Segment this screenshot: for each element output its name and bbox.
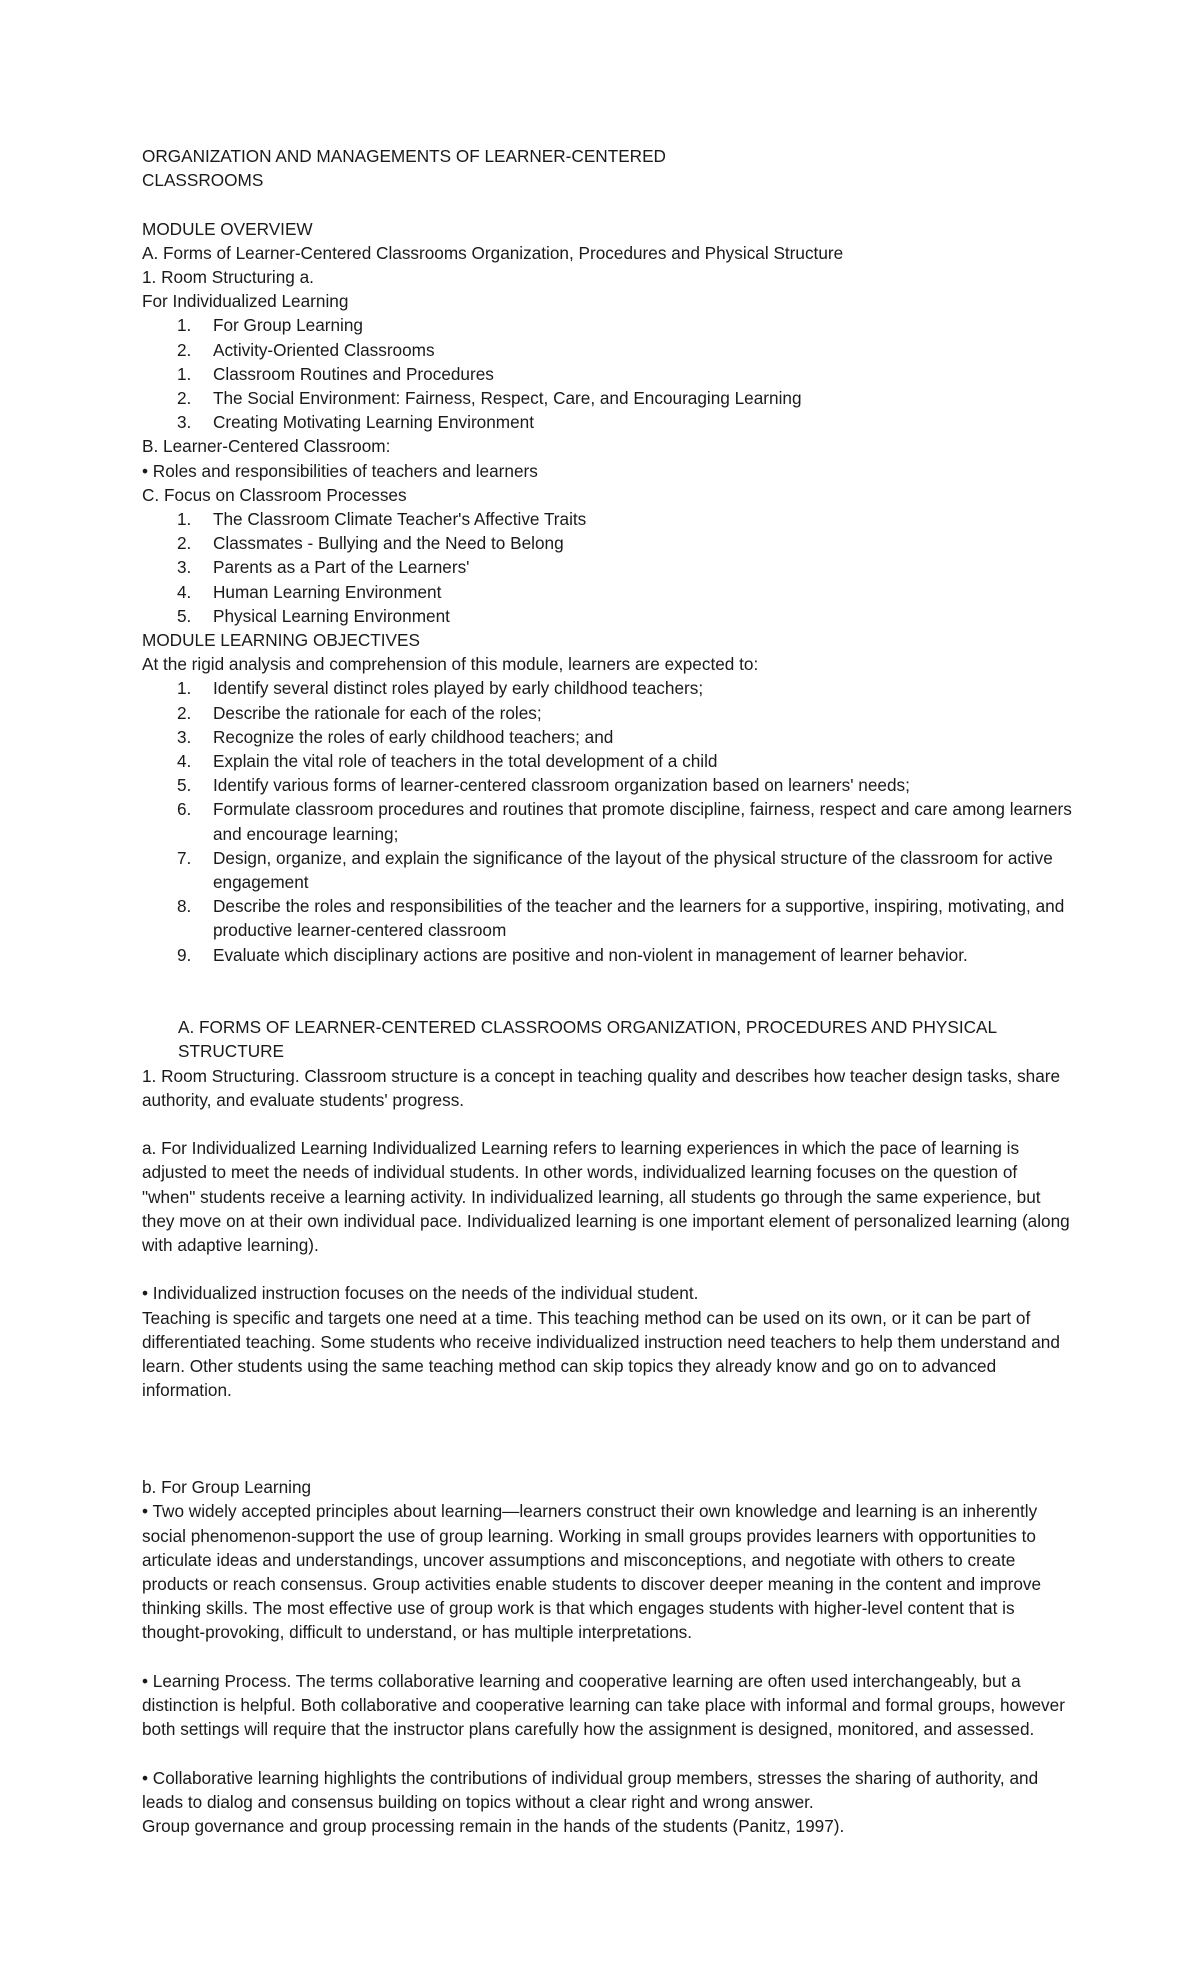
- group-learning-paragraph: • Two widely accepted principles about learning—learners construct their own knowledge and learning is an inherently social phenomenon-support the use of group learning. Working in small groups provides learners with opportunities to articulate ideas and understandings, uncover assumptions and misconceptions, and negotiate with others to create products or reach consensus. Group activities enable students to discover deeper meaning in the content and improve thinking skills. The most effective use of group work is that which engages students with higher-level content that is thought-provoking, difficult to understand, or has multiple interpretations.: [142, 1501, 1042, 1643]
- overview-individualized: For Individualized Learning: [142, 291, 349, 312]
- document-title-line-2: CLASSROOMS: [142, 170, 264, 191]
- objective-item: 7. Design, organize, and explain the significance of the layout of the physical structure of the classroom for active engagement: [177, 847, 1053, 893]
- individualized-learning-paragraph: a. For Individualized Learning Individualized Learning refers to learning experiences in which the pace of learning is adjusted to meet the needs of individual students. In other words, individualized learning focuses on the question of "when" students receive a learning activity. In individualized learning, all students go through the same experience, but they move on at their own individual pace. Individualized learning is one important element of personalized learning (along with adaptive learning).: [142, 1138, 1070, 1256]
- overview-heading: MODULE OVERVIEW: [142, 218, 313, 239]
- overview-section-b-bullet: • Roles and responsibilities of teachers and learners: [142, 460, 538, 481]
- list-item: 3. Creating Motivating Learning Environment: [177, 412, 535, 433]
- objective-item: 2. Describe the rationale for each of the roles;: [177, 702, 542, 723]
- list-item: 2. Classmates - Bullying and the Need to Belong: [177, 533, 564, 554]
- objective-item: 8. Describe the roles and responsibilities of the teacher and the learners for a supportive, inspiring, motivating, and productive learner-centered classroom: [177, 896, 1065, 941]
- overview-list-a: [142, 313, 1072, 434]
- spacer: [142, 192, 1072, 216]
- list-item: 5. Physical Learning Environment: [177, 605, 450, 626]
- overview-list-c: [142, 507, 1072, 628]
- group-governance-paragraph: Group governance and group processing remain in the hands of the students (Panitz, 1997).: [142, 1815, 845, 1836]
- overview-room-structuring: 1. Room Structuring a.: [142, 267, 314, 287]
- teaching-paragraph: Teaching is specific and targets one need at a time. This teaching method can be used on its own, or it can be part of differentiated teaching. Some students who receive individualized instruction need teachers to help them understand and learn. Other students using the same teaching method can skip topics they already know and go on to advanced information.: [142, 1307, 1060, 1401]
- overview-section-a: A. Forms of Learner-Centered Classrooms Organization, Procedures and Physical Structure: [142, 242, 844, 263]
- spacer: [142, 1257, 1072, 1281]
- list-item: 2. Activity-Oriented Classrooms: [177, 339, 435, 360]
- objective-item: 9. Evaluate which disciplinary actions are positive and non-violent in management of learner behavior.: [177, 944, 968, 965]
- document-page: [142, 144, 1072, 1838]
- learning-process-paragraph: • Learning Process. The terms collaborative learning and cooperative learning are often used interchangeably, but a distinction is helpful. Both collaborative and cooperative learning can take place with informal and formal groups, however both settings will require that the instructor plans carefully how the assignment is designed, monitored, and assessed.: [142, 1670, 1065, 1740]
- overview-section-c: C. Focus on Classroom Processes: [142, 484, 407, 505]
- list-item: 1. The Classroom Climate Teacher's Affective Traits: [177, 509, 587, 530]
- list-item: 3. Parents as a Part of the Learners': [177, 557, 470, 578]
- objective-item: 1. Identify several distinct roles played by early childhood teachers;: [177, 678, 704, 699]
- spacer: [142, 1645, 1072, 1669]
- spacer: [142, 1741, 1072, 1765]
- objective-item: 6. Formulate classroom procedures and routines that promote discipline, fairness, respect and care among learners and encourage learning;: [177, 799, 1072, 844]
- list-item: 4. Human Learning Environment: [177, 581, 442, 602]
- collaborative-learning-paragraph: • Collaborative learning highlights the contributions of individual group members, stresses the sharing of authority, and leads to dialog and consensus building on topics without a clear right and wrong answer.: [142, 1767, 1039, 1812]
- list-item: 1. Classroom Routines and Procedures: [177, 363, 494, 384]
- objective-item: 3. Recognize the roles of early childhood teachers; and: [177, 726, 614, 747]
- spacer: [142, 1403, 1072, 1476]
- section-a-heading: A. FORMS OF LEARNER-CENTERED CLASSROOMS ORGANIZATION, PROCEDURES AND PHYSICAL STRUCTURE: [178, 1017, 997, 1062]
- spacer: [142, 1112, 1072, 1136]
- objective-item: 4. Explain the vital role of teachers in the total development of a child: [177, 751, 718, 772]
- objective-item: 5. Identify various forms of learner-centered classroom organization based on learners' needs;: [177, 775, 910, 796]
- list-item: 2. The Social Environment: Fairness, Respect, Care, and Encouraging Learning: [177, 388, 802, 409]
- objectives-intro: At the rigid analysis and comprehension of this module, learners are expected to:: [142, 654, 759, 675]
- list-item: 1. For Group Learning: [177, 315, 363, 336]
- individualized-instruction-bullet: • Individualized instruction focuses on the needs of the individual student.: [142, 1283, 699, 1304]
- document-title-line-1: ORGANIZATION AND MANAGEMENTS OF LEARNER-CENTERED: [142, 146, 666, 166]
- group-learning-heading: b. For Group Learning: [142, 1477, 312, 1498]
- objectives-heading: MODULE LEARNING OBJECTIVES: [142, 630, 420, 651]
- objectives-list: [142, 676, 1072, 966]
- room-structuring-paragraph: 1. Room Structuring. Classroom structure is a concept in teaching quality and describes how teacher design tasks, share authority, and evaluate students' progress.: [142, 1065, 1061, 1110]
- overview-section-b: B. Learner-Centered Classroom:: [142, 436, 391, 457]
- spacer: [142, 967, 1072, 1015]
